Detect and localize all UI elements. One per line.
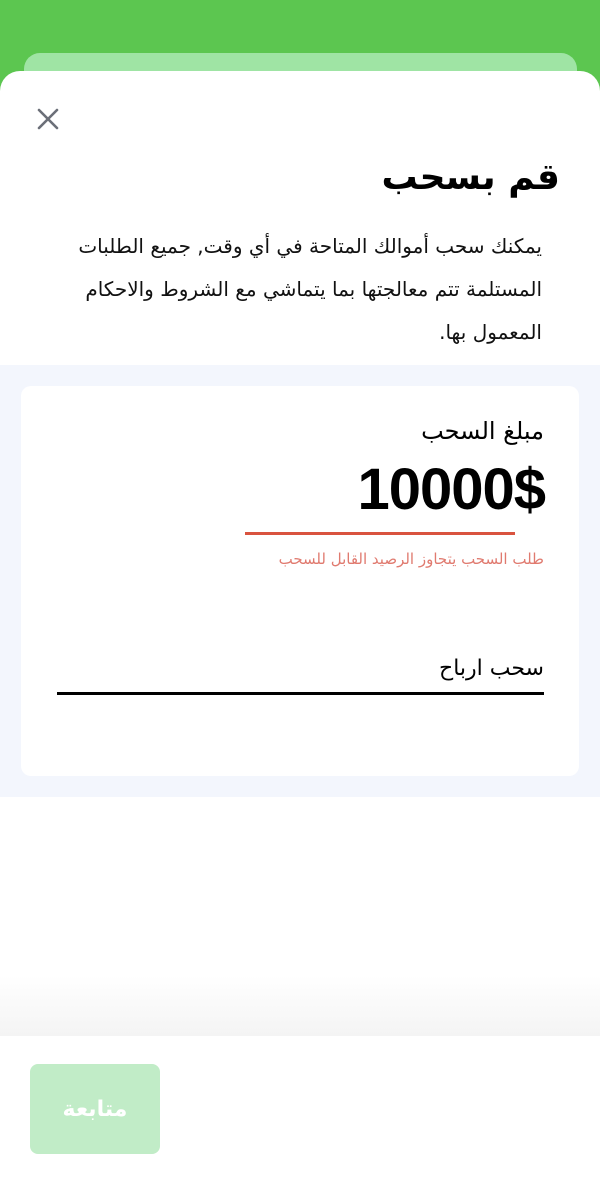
amount-input[interactable]: 10000$: [357, 457, 545, 522]
withdraw-type-underline: [57, 692, 544, 695]
amount-error-message: طلب السحب يتجاوز الرصيد القابل للسحب: [278, 550, 544, 568]
page-title: قم بسحب: [381, 157, 560, 198]
amount-label: مبلغ السحب: [421, 417, 544, 445]
amount-input-underline: [245, 532, 515, 535]
close-button[interactable]: [30, 101, 66, 137]
continue-button[interactable]: متابعة: [30, 1064, 160, 1154]
withdraw-form-card: [21, 386, 579, 776]
footer-bar: [0, 1036, 600, 1179]
footer-shadow: [0, 976, 600, 1036]
withdraw-description: يمكنك سحب أموالك المتاحة في أي وقت, جميع الطلبات المستلمة تتم معالجتها بما يتماشي مع الشروط والاحكام المعمول بها.: [78, 234, 542, 344]
withdraw-bottom-sheet: [0, 71, 600, 1179]
close-icon: [37, 108, 59, 130]
withdraw-type-field[interactable]: سحب ارباح: [439, 656, 544, 681]
